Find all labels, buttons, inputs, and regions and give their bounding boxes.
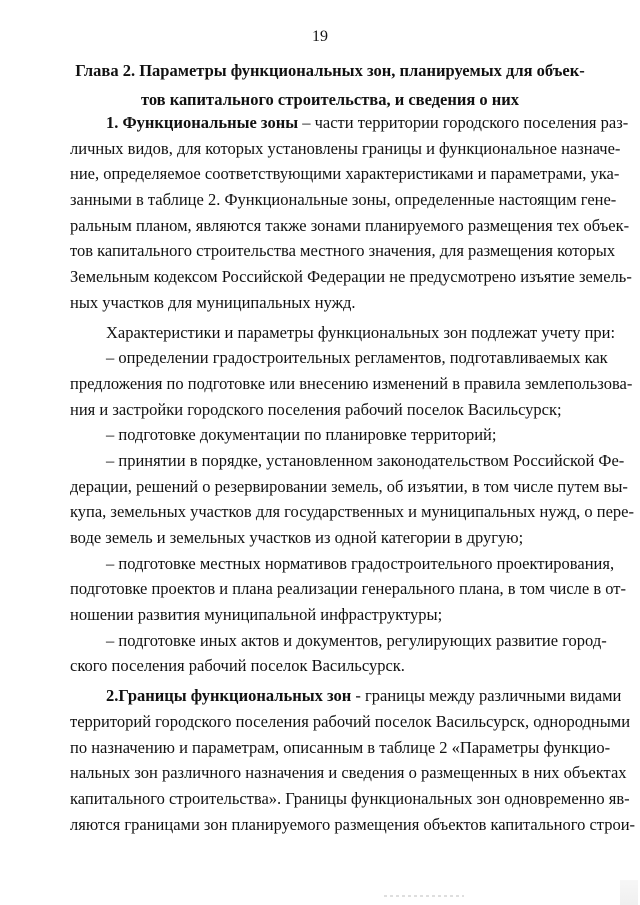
document-body — [70, 110, 636, 837]
paragraph-line: ных участков для муниципальных нужд. — [70, 292, 356, 312]
chapter-heading — [70, 56, 590, 114]
list-item-line: – принятии в порядке, установленном законодательством Российской Фе- — [106, 450, 625, 470]
paragraph-line — [70, 683, 622, 709]
list-item — [70, 628, 607, 679]
list-item-line: – подготовке местных нормативов градостроительного проектирования, — [106, 553, 615, 573]
paragraph-line: по назначению и параметрам, описанным в таблице 2 «Параметры функцио- — [70, 737, 611, 757]
paragraph-line: Земельным кодексом Российской Федерации не предусмотрено изъятие земель- — [70, 267, 632, 287]
section-term: 1. Функциональные зоны — [106, 113, 299, 132]
paragraph-text: - границы между различными видами — [351, 686, 622, 706]
list-item — [70, 448, 634, 551]
section-functional-zones — [70, 110, 632, 316]
list-item-line: – определении градостроительных регламентов, подготавливаемых как — [106, 348, 608, 368]
paragraph-line: нальных зон различного назначения и сведения о размещенных в них объектах — [70, 763, 627, 783]
paragraph-line: ральным планом, являются также зонами планируемого размещения тех объек- — [70, 215, 630, 235]
section-term: 2.Границы функциональных зон — [106, 686, 352, 706]
list-item-line: купа, земельных участков для государственных и муниципальных нужд, о пере- — [70, 502, 634, 522]
chapter-heading-line-2: тов капитального строительства, и сведения о них — [140, 90, 520, 109]
page-number: 19 — [312, 28, 328, 45]
list-item-line: – подготовке документации по планировке территорий; — [106, 425, 497, 445]
paragraph-text: – части территории городского поселения раз- — [298, 113, 629, 132]
list-item-line: ния и застройки городского поселения рабочий поселок Васильсурск; — [70, 399, 562, 419]
paragraph-line: занными в таблице 2. Функциональные зоны, определенные настоящим гене- — [70, 190, 617, 210]
list-item-line: воде земель и земельных участков из одной категории в другую; — [70, 528, 524, 547]
list-item-line: предложения по подготовке или внесению изменений в правила землепользова- — [70, 373, 633, 393]
paragraph-line: тов капитального строительства местного значения, для размещения которых — [70, 241, 616, 261]
paragraph-line: ние, определяемое соответствующими характеристиками и параметрами, ука- — [70, 164, 620, 184]
paragraph-line: капитального строительства». Границы функциональных зон одновременно яв- — [70, 788, 630, 808]
list-item-line: ношении развития муниципальной инфраструктуры; — [70, 605, 443, 625]
paragraph-line: ляются границами зон планируемого размещения объектов капитального строи- — [70, 814, 636, 834]
list-item-line: ского поселения рабочий поселок Васильсурск. — [70, 656, 405, 676]
list-item — [70, 422, 590, 448]
paragraph-line — [70, 110, 629, 136]
paragraph-line: личных видов, для которых установлены границы и функциональное назначе- — [70, 138, 621, 158]
paragraph-line: территорий городского поселения рабочий поселок Васильсурск, однородными — [70, 711, 631, 731]
scan-artifact — [620, 880, 638, 905]
chapter-heading-line-1: Глава 2. Параметры функциональных зон, планируемых для объек- — [75, 61, 585, 80]
list-item-line: подготовке проектов и плана реализации генерального плана, в том числе в от- — [70, 579, 626, 599]
scan-artifact — [384, 895, 464, 897]
list-item-line: – подготовке иных актов и документов, регулирующих развитие город- — [106, 630, 607, 650]
section-zone-boundaries — [70, 683, 636, 837]
list-item-line: дерации, решений о резервировании земель, об изъятии, в том числе путем вы- — [70, 476, 628, 496]
list-item — [70, 551, 626, 628]
characteristics-intro: Характеристики и параметры функциональных зон подлежат учету при: — [106, 322, 616, 342]
list-item — [70, 345, 633, 422]
